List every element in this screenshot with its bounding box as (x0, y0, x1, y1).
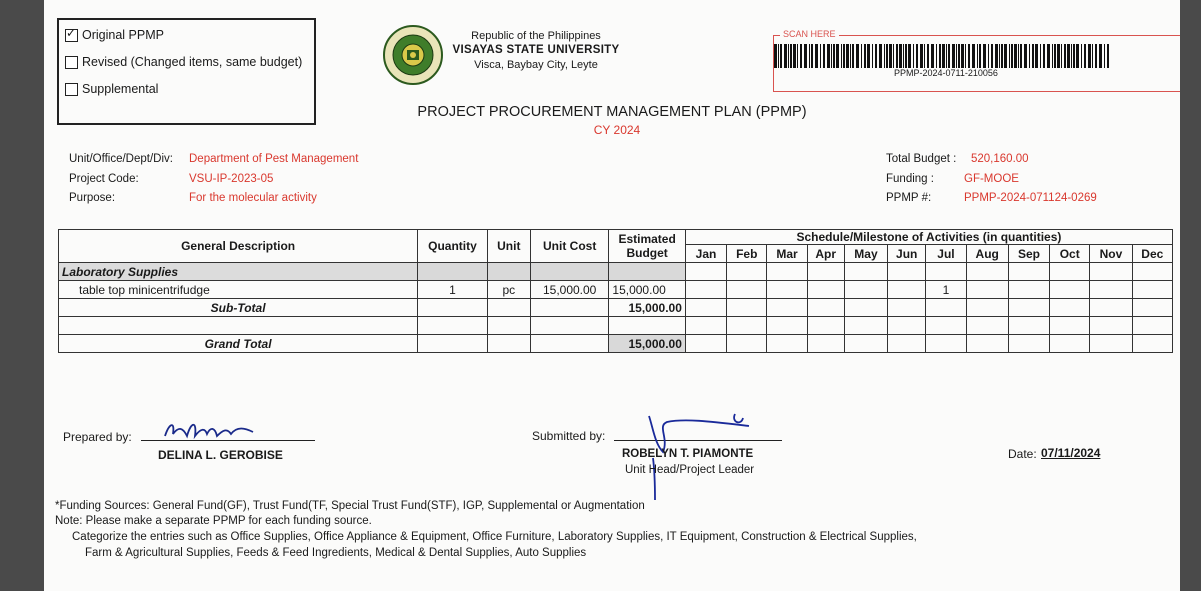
checkbox-unchecked-icon[interactable] (65, 56, 78, 69)
unit-label: Unit/Office/Dept/Div: (69, 153, 173, 165)
checkbox-label: Original PPMP (82, 28, 164, 42)
project-code-value: VSU-IP-2023-05 (189, 173, 274, 185)
col-schedule: Schedule/Milestone of Activities (in quantities) (685, 230, 1172, 245)
item-quantity: 1 (418, 281, 487, 299)
month-header: Oct (1050, 245, 1090, 263)
item-unit: pc (487, 281, 530, 299)
funding-value: GF-MOOE (964, 173, 1019, 185)
funding-sources-note: *Funding Sources: General Fund(GF), Trust Fund(TF, Special Trust Fund(STF), IGP, Supplemental or Augmentation (55, 500, 645, 512)
table-row (59, 281, 1173, 299)
col-unit-cost: Unit Cost (530, 230, 608, 263)
purpose-label: Purpose: (69, 192, 116, 204)
purpose-value: For the molecular activity (189, 192, 317, 204)
category-label: Laboratory Supplies (59, 263, 418, 281)
subtotal-row (59, 299, 1173, 317)
item-budget: 15,000.00 (609, 281, 685, 299)
category-row (59, 263, 1173, 281)
month-header: Jul (926, 245, 966, 263)
blank-row (59, 317, 1173, 335)
document-page (44, 0, 1180, 591)
checkbox-checked-icon[interactable] (65, 29, 78, 42)
item-unit-cost: 15,000.00 (530, 281, 608, 299)
total-budget-value: 520,160.00 (971, 153, 1029, 165)
month-header: Feb (727, 245, 767, 263)
prepared-by-label: Prepared by: (63, 430, 132, 444)
checkbox-unchecked-icon[interactable] (65, 83, 78, 96)
submitted-by-title: Unit Head/Project Leader (625, 464, 755, 476)
barcode-icon (774, 44, 1114, 68)
month-header: Apr (807, 245, 844, 263)
funding-label: Funding : (886, 173, 934, 185)
calendar-year: CY 2024 (593, 123, 641, 137)
republic-line: Republic of the Philippines (471, 30, 601, 42)
ppmp-table (58, 229, 1173, 353)
page-title: PROJECT PROCUREMENT MANAGEMENT PLAN (PPMP) (417, 104, 807, 120)
project-code-label: Project Code: (69, 173, 139, 185)
subtotal-label: Sub-Total (59, 299, 418, 317)
grandtotal-value: 15,000.00 (609, 335, 685, 353)
month-header: Dec (1132, 245, 1172, 263)
header-row (59, 230, 1173, 245)
submitted-by-label: Submitted by: (532, 429, 606, 443)
prepared-by-name: DELINA L. GEROBISE (158, 448, 283, 462)
month-header: Jan (685, 245, 726, 263)
col-quantity: Quantity (418, 230, 487, 263)
ppmp-number-label: PPMP #: (886, 192, 932, 204)
date-value: 07/11/2024 (1041, 446, 1101, 460)
col-description: General Description (59, 230, 418, 263)
university-name: VISAYAS STATE UNIVERSITY (452, 44, 620, 56)
month-header: Mar (767, 245, 807, 263)
subtotal-value: 15,000.00 (609, 299, 685, 317)
col-unit: Unit (487, 230, 530, 263)
separate-ppmp-note: Note: Please make a separate PPMP for each funding source. (55, 515, 372, 527)
prepared-signature-icon (161, 414, 261, 444)
unit-value: Department of Pest Management (189, 153, 359, 165)
categorize-note-cont: Farm & Agricultural Supplies, Feeds & Feed Ingredients, Medical & Dental Supplies, Auto Supplies (85, 547, 587, 559)
categorize-note: Categorize the entries such as Office Supplies, Office Appliance & Equipment, Office Furniture, Laboratory Supplies, IT Equipment, Construction & Electrical Supplies, (72, 531, 917, 543)
item-jul-qty: 1 (926, 281, 966, 299)
grandtotal-row (59, 335, 1173, 353)
grandtotal-label: Grand Total (59, 335, 418, 353)
item-description: table top minicentrifudge (59, 281, 418, 299)
ppmp-number-value: PPMP-2024-071124-0269 (964, 192, 1097, 204)
scan-label: SCAN HERE (780, 29, 839, 39)
month-header: Sep (1008, 245, 1049, 263)
month-header: May (844, 245, 887, 263)
checkbox-supplemental[interactable] (65, 82, 158, 96)
checkbox-label: Supplemental (82, 82, 159, 96)
submitted-by-name: ROBELYN T. PIAMONTE (622, 448, 754, 460)
checkbox-original[interactable] (65, 28, 164, 42)
col-estimated-budget: Estimated Budget (609, 230, 685, 263)
month-header: Jun (888, 245, 926, 263)
total-budget-label: Total Budget : (886, 153, 957, 165)
month-header: Nov (1090, 245, 1132, 263)
date-label: Date: (1008, 447, 1037, 461)
month-header: Aug (966, 245, 1008, 263)
checkbox-label: Revised (Changed items, same budget) (82, 55, 303, 69)
barcode-number: PPMP-2024-0711-210056 (894, 68, 998, 78)
checkbox-revised[interactable] (65, 55, 302, 69)
university-seal-icon (382, 24, 444, 86)
university-address: Visca, Baybay City, Leyte (474, 59, 598, 71)
